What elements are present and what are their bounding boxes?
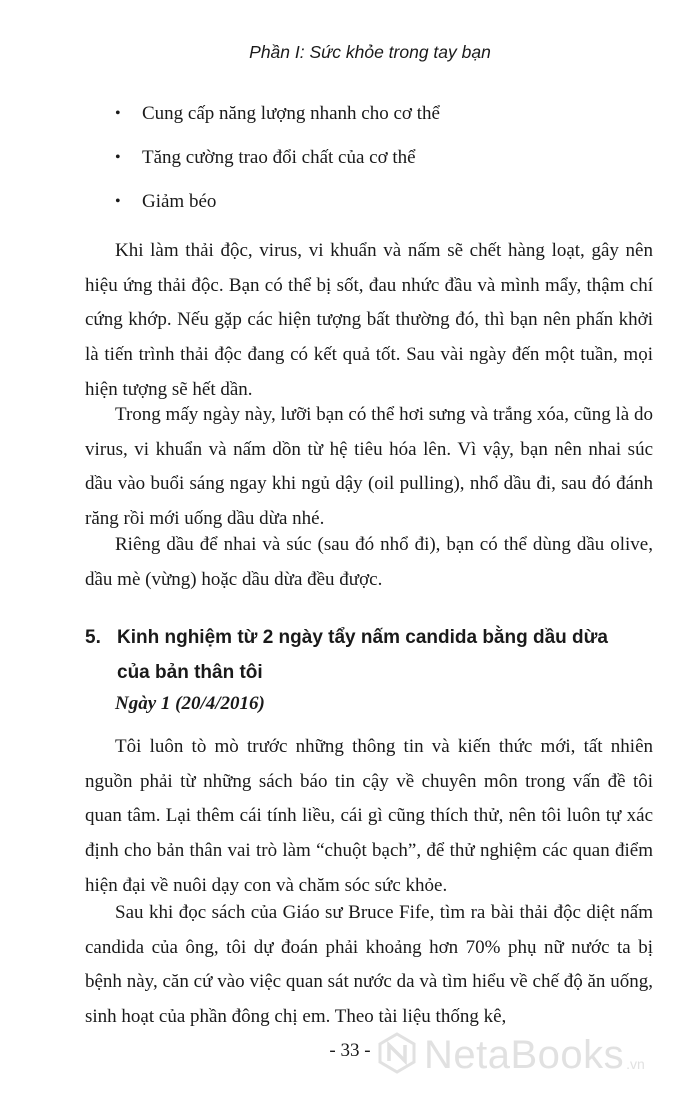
paragraph-curiosity xyxy=(85,730,653,904)
paragraph-detox-effects xyxy=(85,234,653,408)
day-heading: Ngày 1 (20/4/2016) xyxy=(115,693,265,714)
watermark-suffix: .vn xyxy=(626,1056,645,1072)
bullet-text: Tăng cường trao đổi chất của cơ thể xyxy=(142,147,416,168)
paragraph-tongue xyxy=(85,398,653,537)
bullet-icon: • xyxy=(115,105,121,122)
paragraph-text: Trong mấy ngày này, lưỡi bạn có thể hơi sưng và trắng xóa, cũng là do virus, vi khuẩn và nấm dồn từ hệ tiêu hóa lên. Vì vậy, bạn nên nhai súc dầu vào buổi sáng ngay khi ngủ dậy (oil pulling), nhổ dầu đi, sau đó đánh răng rồi mới uống dầu dừa nhé. xyxy=(85,404,653,530)
paragraph-bruce-fife xyxy=(85,896,653,1035)
list-item xyxy=(115,96,655,140)
running-header: Phần I: Sức khỏe trong tay bạn xyxy=(249,42,491,62)
list-item xyxy=(115,140,655,184)
bullet-list xyxy=(115,96,655,228)
watermark-text: NetaBooks xyxy=(424,1032,625,1077)
paragraph-text: Sau khi đọc sách của Giáo sư Bruce Fife, tìm ra bài thải độc diệt nấm candida của ông, tôi dự đoán phải khoảng hơn 70% phụ nữ nước ta bị bệnh này, căn cứ vào việc quan sát nước da và tìm hiểu về chế độ ăn uống, sinh hoạt của phần đông chị em. Theo tài liệu thống kê, xyxy=(85,902,653,1028)
paragraph-text: Riêng dầu để nhai và súc (sau đó nhổ đi), bạn có thể dùng dầu olive, dầu mè (vừng) hoặc dầu dừa đều được. xyxy=(85,534,653,590)
paragraph-text: Tôi luôn tò mò trước những thông tin và kiến thức mới, tất nhiên nguồn phải từ những sách báo tin cậy về chuyên môn trong vấn đề tôi quan tâm. Lại thêm cái tính liều, cái gì cũng thích thử, nên tôi luôn tự xác định cho bản thân vai trò làm “chuột bạch”, để thử nghiệm các quan điểm hiện đại về nuôi dạy con và chăm sóc sức khỏe. xyxy=(85,736,653,896)
page-number: - 33 - xyxy=(329,1040,371,1061)
section-number: 5. xyxy=(85,627,101,648)
bullet-text: Cung cấp năng lượng nhanh cho cơ thể xyxy=(142,103,440,124)
section-title-line-2: của bản thân tôi xyxy=(117,662,263,683)
bullet-icon: • xyxy=(115,193,121,210)
bullet-icon: • xyxy=(115,149,121,166)
watermark-logo-icon xyxy=(376,1032,418,1079)
list-item xyxy=(115,184,655,228)
paragraph-text: Khi làm thải độc, virus, vi khuẩn và nấm sẽ chết hàng loạt, gây nên hiệu ứng thải độc. Bạn có thể bị sốt, đau nhức đầu và mình mẩy, thậm chí cứng khớp. Nếu gặp các hiện tượng bất thường đó, thì bạn nên phấn khởi là tiến trình thải độc đang có kết quả tốt. Sau vài ngày đến một tuần, mọi hiện tượng sẽ hết dần. xyxy=(85,240,653,400)
bullet-text: Giảm béo xyxy=(142,191,217,212)
watermark xyxy=(376,1030,645,1080)
paragraph-oils xyxy=(85,528,653,597)
section-title-line-1: Kinh nghiệm từ 2 ngày tẩy nấm candida bằng dầu dừa xyxy=(117,627,608,648)
